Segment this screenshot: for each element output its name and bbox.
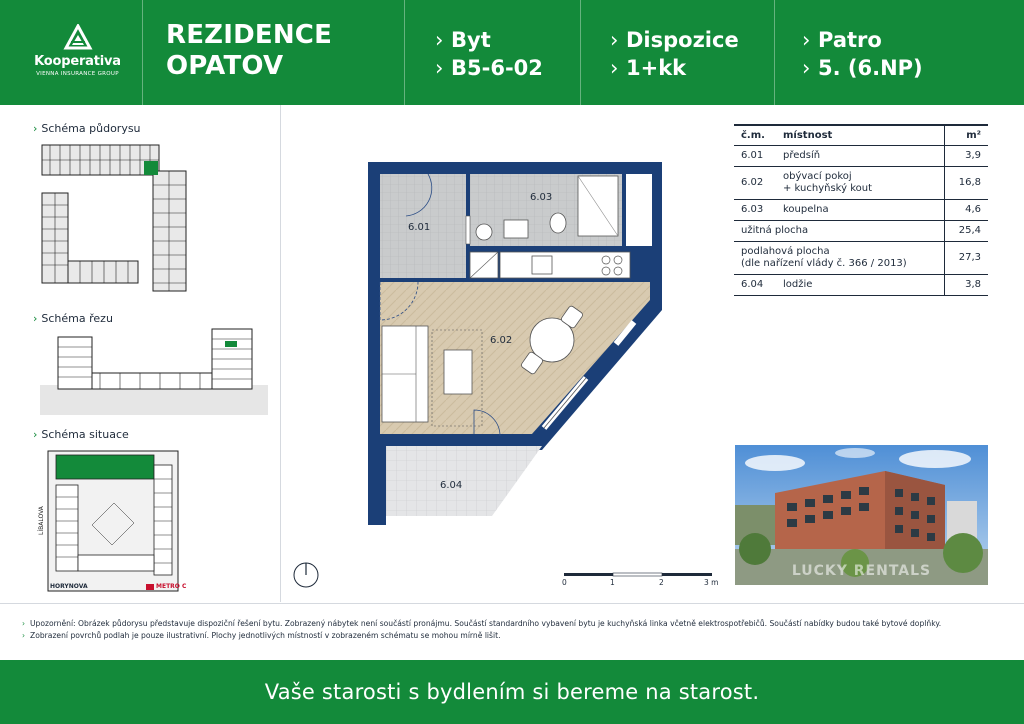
site-scheme-title: › Schéma situace [33, 428, 129, 441]
chevron-right-icon: › [802, 56, 811, 80]
chevron-right-icon: › [435, 28, 444, 52]
scale-bar [560, 570, 720, 590]
apartment-label: Byt [451, 28, 491, 52]
col-header-number: č.m. [734, 125, 776, 146]
cell-area: 16,8 [944, 167, 988, 200]
chevron-right-icon: › [802, 28, 811, 52]
floor-value: 5. (6.NP) [818, 56, 923, 80]
scale-tick-0: 0 [562, 578, 567, 587]
table-row [734, 200, 988, 221]
header-divider [142, 0, 143, 105]
photo-watermark: LUCKY RENTALS [791, 563, 932, 579]
project-title-line2: OPATOV [166, 51, 284, 81]
floor-scheme-drawing [40, 143, 190, 295]
scale-tick-1: 1 [610, 578, 615, 587]
cell-room: podlahová plocha (dle nařízení vlády č. 366 / 2013) [734, 242, 944, 275]
left-panel [0, 105, 281, 602]
cell-area: 3,8 [944, 275, 988, 296]
cell-room: obývací pokoj + kuchyňský kout [776, 167, 944, 200]
kooperativa-logo-icon [63, 24, 93, 52]
disclaimer-notes [0, 603, 1024, 660]
header-divider [774, 0, 775, 105]
header-layout [610, 26, 739, 82]
room-label-602: 6.02 [490, 335, 513, 346]
section-scheme-drawing [40, 327, 268, 417]
cell-area: 3,9 [944, 146, 988, 167]
chevron-right-icon: › [33, 428, 38, 441]
table-row [734, 275, 988, 296]
cell-area: 4,6 [944, 200, 988, 221]
street-bottom-label: HORYNOVA [50, 583, 88, 590]
chevron-right-icon: › [435, 56, 444, 80]
note-line: › Zobrazení povrchů podlah je pouze ilustrativní. Plochy jednotlivých místností v zobrazeném schématu se mohou mírně lišit. [22, 631, 501, 640]
floor-label: Patro [818, 28, 882, 52]
scale-bar-graphic [564, 570, 724, 580]
room-label-601: 6.01 [408, 222, 431, 233]
chevron-right-icon: › [33, 122, 38, 135]
scale-tick-3: 3 m [704, 578, 719, 587]
table-header-row [734, 125, 988, 146]
chevron-right-icon: › [22, 619, 26, 628]
cell-area: 25,4 [944, 221, 988, 242]
section-scheme-title: › Schéma řezu [33, 312, 113, 325]
project-title [166, 20, 332, 82]
building-photo [735, 445, 988, 585]
project-title-line1: REZIDENCE [166, 20, 333, 50]
cell-number: 6.04 [734, 275, 776, 296]
layout-value: 1+kk [626, 56, 687, 80]
cell-room: lodžie [776, 275, 944, 296]
site-scheme-drawing [34, 445, 184, 597]
floor-scheme-title: › Schéma půdorysu [33, 122, 141, 135]
table-row [734, 242, 988, 275]
brand-logo [30, 24, 125, 77]
chevron-right-icon: › [610, 56, 619, 80]
cell-area: 27,3 [944, 242, 988, 275]
table-row [734, 221, 988, 242]
floor-plan [366, 160, 666, 528]
header-bar [0, 0, 1024, 105]
col-header-area: m² [944, 125, 988, 146]
table-row [734, 146, 988, 167]
brand-subtitle: VIENNA INSURANCE GROUP [36, 71, 119, 77]
chevron-right-icon: › [22, 631, 26, 640]
brand-name: Kooperativa [34, 54, 121, 69]
header-floor [802, 26, 923, 82]
scale-tick-2: 2 [659, 578, 664, 587]
layout-label: Dispozice [626, 28, 739, 52]
table-row [734, 167, 988, 200]
room-loggia [386, 446, 542, 516]
cell-number: 6.03 [734, 200, 776, 221]
col-header-room: místnost [776, 125, 944, 146]
room-label-604: 6.04 [440, 480, 463, 491]
chevron-right-icon: › [33, 312, 38, 325]
chevron-right-icon: › [610, 28, 619, 52]
cell-room: užitná plocha [734, 221, 944, 242]
room-label-603: 6.03 [530, 192, 553, 203]
apartment-value: B5-6-02 [451, 56, 543, 80]
cell-room: koupelna [776, 200, 944, 221]
footer-bar [0, 660, 1024, 724]
header-divider [404, 0, 405, 105]
cell-room: předsíň [776, 146, 944, 167]
cell-number: 6.02 [734, 167, 776, 200]
street-left-label: LÍBALOVA [38, 506, 45, 535]
cell-number: 6.01 [734, 146, 776, 167]
north-arrow-icon [292, 561, 320, 589]
header-divider [580, 0, 581, 105]
footer-slogan: Vaše starosti s bydlením si bereme na starost. [264, 680, 760, 704]
header-apartment [435, 26, 543, 82]
note-line: › Upozornění: Obrázek půdorysu představuje dispoziční řešení bytu. Zobrazený nábytek není součástí pronájmu. Součástí standardního vybavení bytu je kuchyňská linka včetně elektrospotřebičů. Součástí nabídky budou také bytové doplňky. [22, 619, 942, 628]
room-area-table [734, 124, 988, 296]
metro-icon [146, 584, 154, 590]
metro-label: METRO C [146, 583, 186, 590]
